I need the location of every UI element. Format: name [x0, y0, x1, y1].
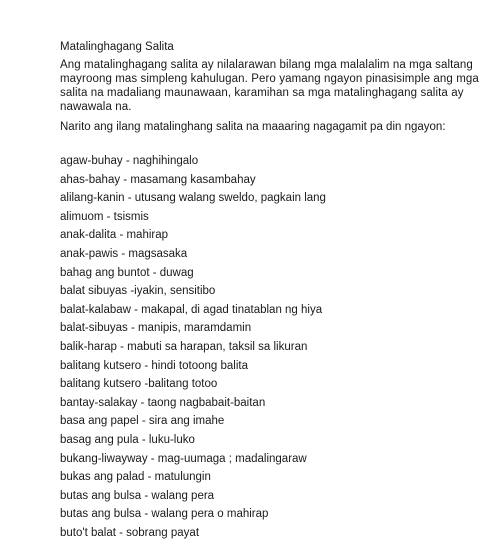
- list-item: butas ang bulsa - walang pera o mahirap: [60, 508, 269, 521]
- list-item: balitang kutsero - hindi totoong balita: [60, 359, 248, 372]
- list-item: balitang kutsero -balitang totoo: [60, 378, 218, 391]
- list-item: anak-pawis - magsasaka: [60, 247, 188, 260]
- list-item: balat-sibuyas - manipis, maramdamin: [60, 322, 252, 335]
- list-item: balat-kalabaw - makapal, di agad tinatablan ng hiya: [60, 303, 323, 316]
- document-title: Matalinghagang Salita: [60, 41, 174, 53]
- list-item: balik-harap - mabuti sa harapan, taksil sa likuran: [60, 340, 308, 353]
- list-item: bantay-salakay - taong nagbabait-baitan: [60, 396, 266, 409]
- list-item: bukang-liwayway - mag-uumaga ; madalingaraw: [60, 452, 307, 465]
- list-item: buto't balat - sobrang payat: [60, 526, 200, 539]
- intro-sentence: Narito ang ilang matalinghang salita na maaaring nagagamit pa din ngayon:: [60, 121, 446, 133]
- list-item: anak-dalita - mahirap: [60, 229, 169, 242]
- list-item: butas ang bulsa - walang pera: [60, 489, 215, 502]
- list-item: agaw-buhay - naghihingalo: [60, 155, 199, 167]
- list-item: alimuom - tsismis: [60, 210, 149, 223]
- idiom-list: [60, 152, 480, 542]
- list-item: bahag ang buntot - duwag: [60, 266, 194, 279]
- list-item: alilang-kanin - utusang walang sweldo, pagkain lang: [60, 192, 326, 205]
- list-item: basag ang pula - luku-luko: [60, 433, 195, 446]
- list-item: balat sibuyas -iyakin, sensitibo: [60, 285, 216, 298]
- list-item: ahas-bahay - masamang kasambahay: [60, 173, 256, 186]
- description-paragraph: Ang matalinghagang salita ay nilalarawan bilang mga malalalim na mga saltang mayroong mas simpleng kahulugan. Pero yamang ngayon pinasisimple ang mga salita na madaliang maunawaan, karamihan sa mga matalinghagang salita ay nawawala na.: [60, 59, 479, 113]
- list-item: basa ang papel - sira ang imahe: [60, 415, 225, 428]
- document-page: [60, 40, 480, 542]
- list-item: bukas ang palad - matulungin: [60, 471, 211, 484]
